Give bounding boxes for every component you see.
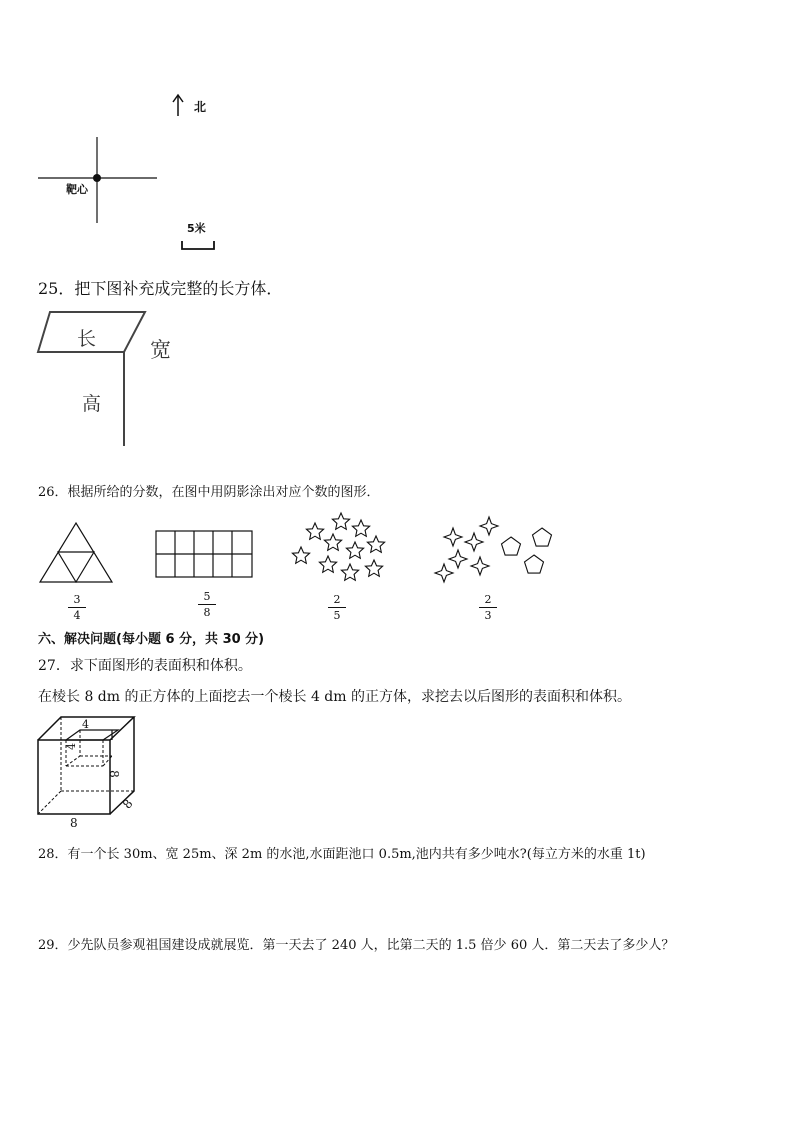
question-29-text: 29．少先队员参观祖国建设成就展览．第一天去了 240 人，比第二天的 1.5 倍少 60 人．第二天去了多少人？ [38,938,675,953]
question-26-text: 26．根据所给的分数，在图中用阴影涂出对应个数的图形． [38,485,380,500]
label-length: 长 [77,328,97,350]
star-icon [332,513,349,529]
scale-label: 5米 [187,222,206,235]
fraction-2-5: 2 5 [322,593,352,622]
star-icon [324,534,341,550]
pentagon-icon [502,537,521,555]
four-point-star-icon [435,564,453,582]
star-icon [319,556,336,572]
cube-label-8-height: 8 [106,770,121,778]
star-icon [341,564,358,580]
pentagon-group [502,528,552,573]
star-icon [365,560,382,576]
question-27-text: 27．求下面图形的表面积和体积。 [38,658,252,674]
star-icon [292,547,309,563]
four-point-star-icon [465,533,483,551]
question-25-text: 25．把下图补充成完整的长方体． [38,279,283,298]
five-point-star-group [292,513,384,580]
four-point-star-group [435,517,498,582]
four-point-star-icon [480,517,498,535]
four-point-star-icon [471,557,489,575]
four-point-star-icon [449,550,467,568]
fraction-5-8: 5 8 [192,590,222,619]
cube-label-4-side: 4 [65,743,78,750]
question-27-description: 在棱长 8 dm 的正方体的上面挖去一个棱长 4 dm 的正方体，求挖去以后图形的表面积和体积。 [38,689,631,705]
fraction-2-3: 2 3 [473,593,503,622]
north-label: 北 [194,100,207,114]
target-center-label: 靶心 [66,183,88,196]
star-icon [346,542,363,558]
pentagon-icon [533,528,552,546]
cube-label-4-top: 4 [82,718,89,731]
fraction-3-4: 3 4 [62,593,92,622]
pentagon-icon [525,555,544,573]
cube-figure [0,0,200,840]
question-28-text: 28．有一个长 30m、宽 25m、深 2m 的水池,水面距池口 0.5m,池内共有多少吨水?(每立方米的水重 1t) [38,847,646,862]
cube-label-8-depth: 8 [120,796,136,812]
star-icon [367,536,384,552]
four-point-star-icon [444,528,462,546]
label-width: 宽 [150,338,171,362]
section-6-title: 六、解决问题(每小题 6 分，共 30 分) [38,632,265,647]
cube-label-8-width: 8 [70,816,78,830]
label-height: 高 [82,393,102,415]
star-icon [306,523,323,539]
star-icon [352,520,369,536]
